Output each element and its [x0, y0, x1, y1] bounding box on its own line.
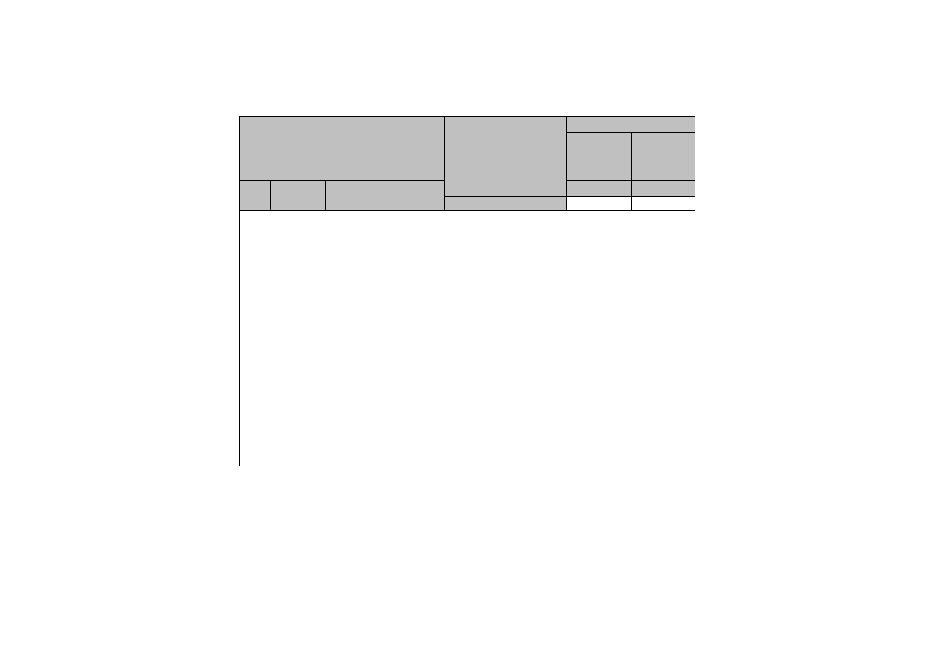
- header-basic-carry: [632, 133, 695, 181]
- header-col-1: [567, 181, 632, 197]
- header-sum-label: [445, 197, 567, 211]
- header-carryover-group: [567, 117, 695, 133]
- budget-table: [239, 116, 695, 466]
- header-kuan: [271, 181, 326, 211]
- sum-value-total: [567, 197, 632, 211]
- header-xiang: [326, 181, 445, 211]
- header-column-label: [445, 181, 567, 197]
- header-total: [567, 133, 632, 181]
- header-subject-code: [240, 117, 445, 181]
- header-col-2: [632, 181, 695, 197]
- sum-value-basic: [632, 197, 695, 211]
- header-lei: [240, 181, 271, 211]
